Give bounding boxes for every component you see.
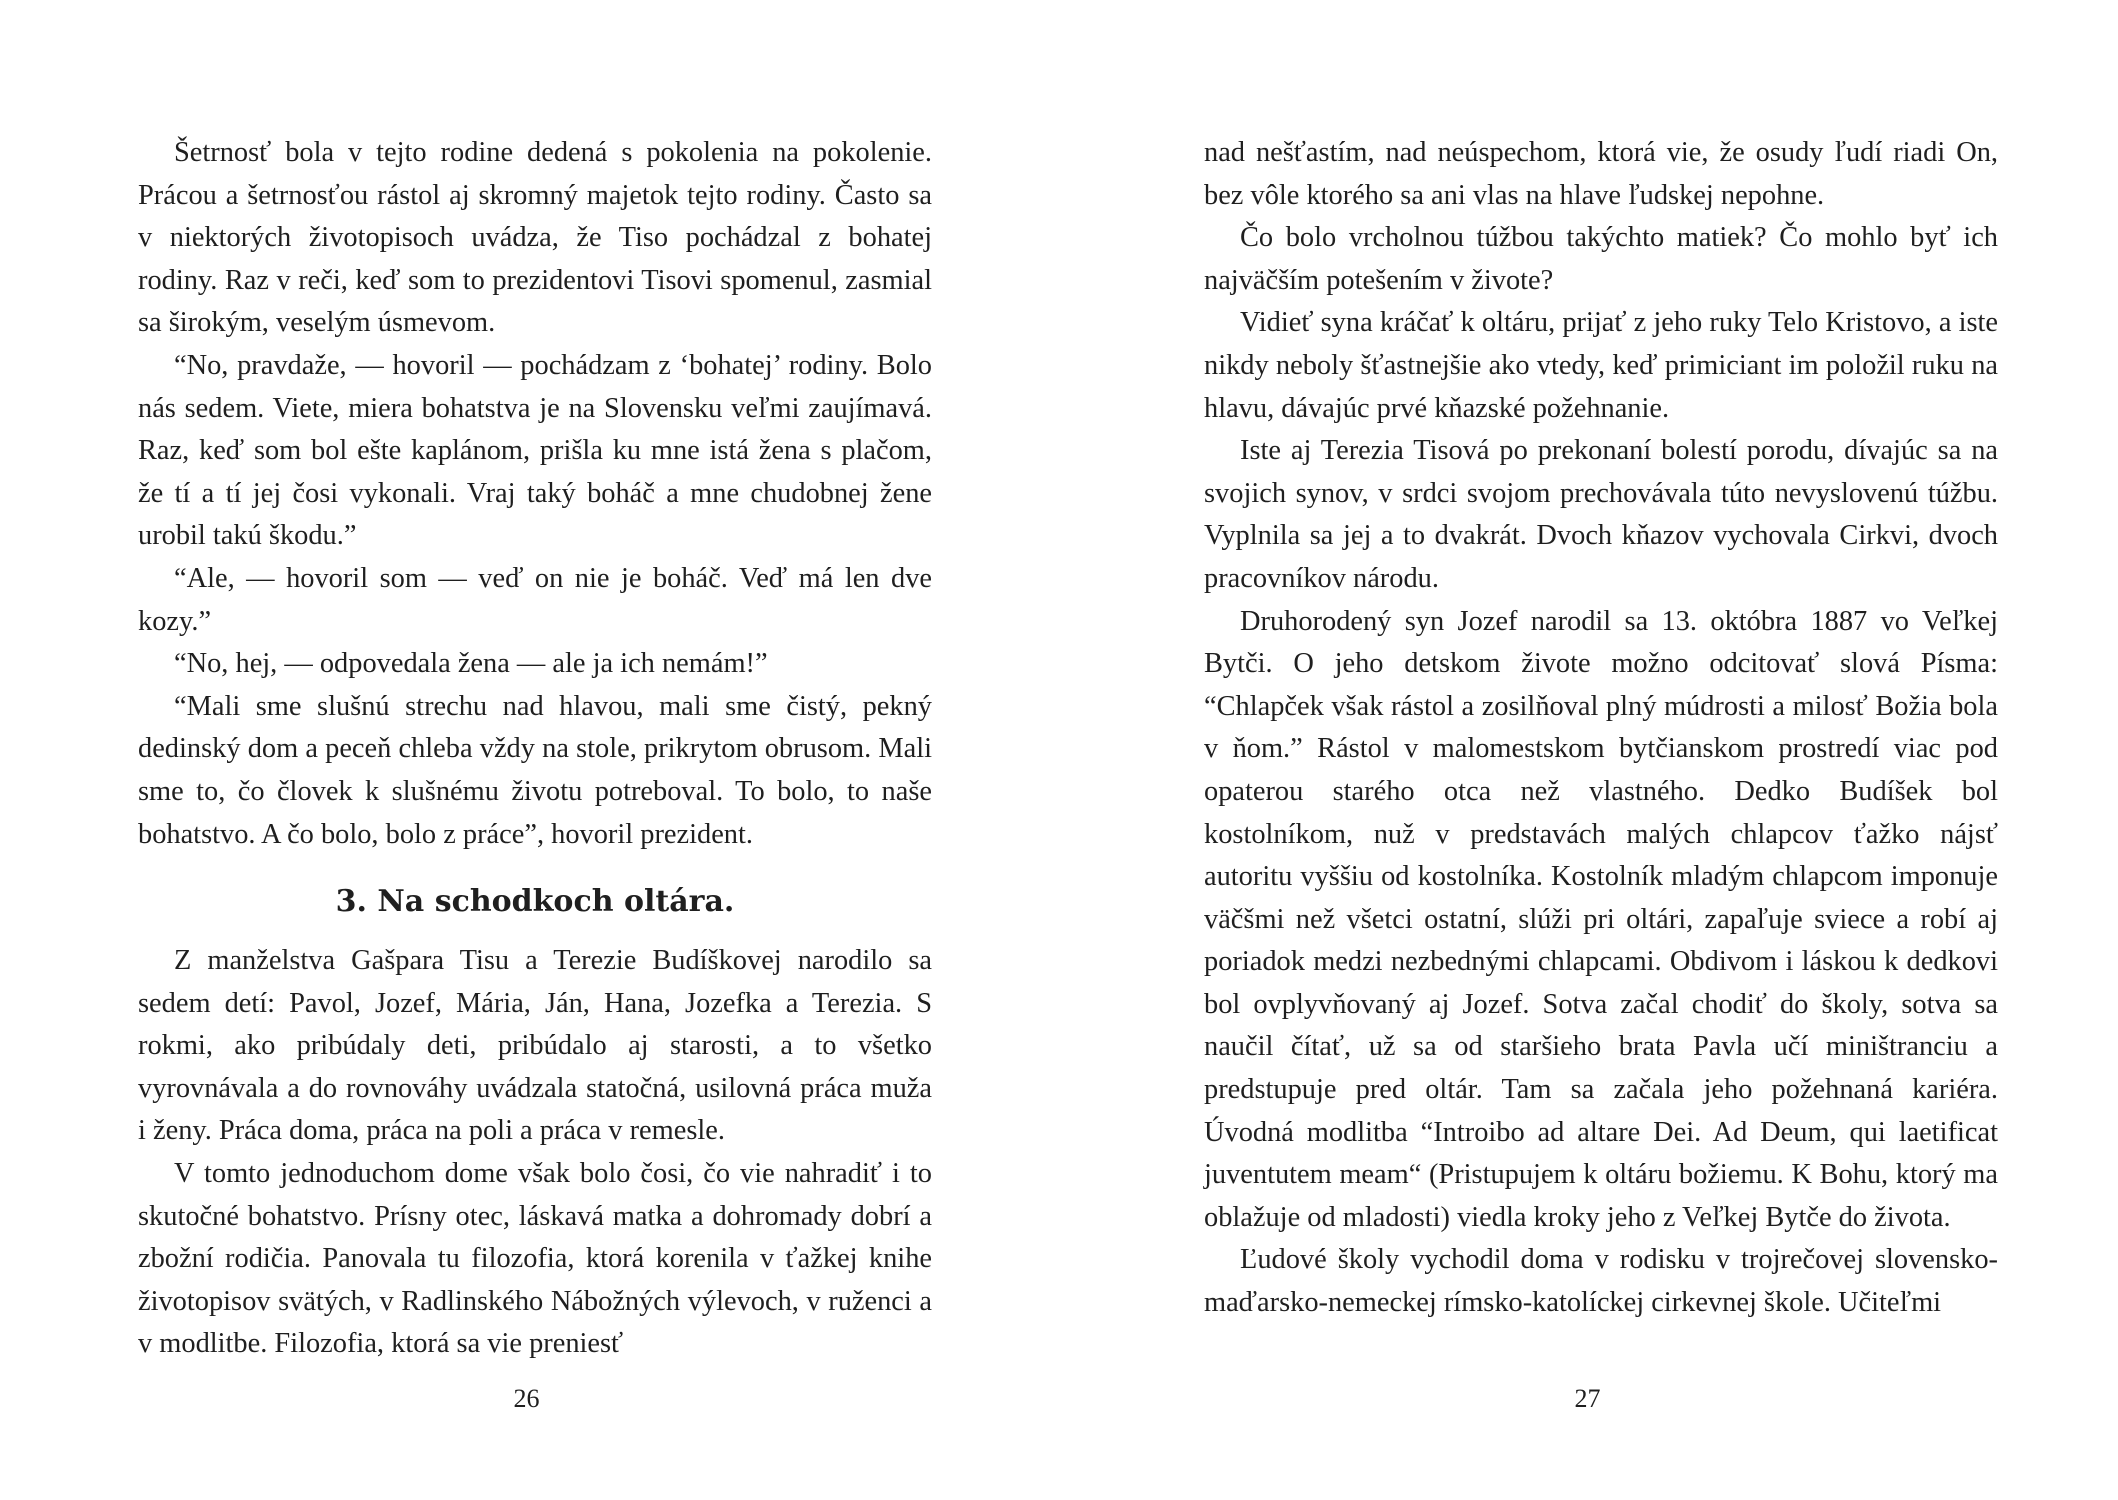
- paragraph: Druhorodený syn Jozef narodil sa 13. októbra 1887 vo Veľkej Bytči. O jeho detskom živote možno odcitovať slová Písma: “Chlapček však rástol a zosilňoval plný múdrosti a milosť Božia bola v ňom.” Rástol v malomestskom bytčianskom prostredí viac pod opaterou starého otca než vlastného. Dedko Budíšek bol kostolníkom, nuž v predstavách malých chlapcov ťažko nájsť autoritu vyššiu od kostolníka. Kostolník mladým chlapcom imponuje väčšmi než všetci ostatní, slúži pri oltári, zapaľuje sviece a robí aj poriadok medzi nezbednými chlapcami. Obdivom i láskou k dedkovi bol ovplyvňovaný aj Jozef. Sotva začal chodiť do školy, sotva sa naučil čítať, už sa od staršieho brata Pavla učí miništranciu a predstupuje pred oltár. Tam sa začala jeho požehnaná kariéra. Úvodná modlitba “Introibo ad altare Dei. Ad Deum, qui laetificat juventutem meam“ (Pristupujem k oltáru božiemu. K Bohu, ktorý ma oblažuje od mladosti) viedla kroky jeho z Veľkej Bytče do života.: [1204, 605, 1998, 1233]
- paragraph: “Mali sme slušnú strechu nad hlavou, mali sme čistý, pekný dedinský dom a peceň chleba vždy na stole, prikrytom obrusom. Mali sme to, čo človek k slušnému životu potreboval. To bolo, to naše bohatstvo. A čo bolo, bolo z práce”, hovoril prezident.: [138, 690, 932, 850]
- right-page-text: [1204, 132, 1998, 1325]
- paragraph: V tomto jednoduchom dome však bolo čosi, čo vie nahradiť i to skutočné bohatstvo. Prísny otec, láskavá matka a dohromady dobrí a zbožní rodičia. Panovala tu filozofia, ktorá korenila v ťažkej knihe životopisov svätých, v Radlinského Nábožných výlevoch, v ruženci a v modlitbe. Filozofia, ktorá sa vie preniesť: [138, 1158, 932, 1360]
- paragraph: Z manželstva Gašpara Tisu a Terezie Budíškovej narodilo sa sedem detí: Pavol, Jozef, Mária, Ján, Hana, Jozefka a Terezia. S rokmi, ako pribúdaly deti, pribúdalo aj starosti, a to všetko vyrovnávala a do rovnováhy uvádzala statočná, usilovná práca muža i ženy. Práca doma, práca na poli a práca v remesle.: [138, 945, 932, 1147]
- paragraph: “No, hej, — odpovedala žena — ale ja ich nemám!”: [174, 648, 768, 680]
- left-page-text: [138, 132, 932, 1366]
- paragraph: Iste aj Terezia Tisová po prekonaní bolestí porodu, dívajúc sa na svojich synov, v srdci svojom prechovávala túto nevyslovenú túžbu. Vyplnila sa jej a to dvakrát. Dvoch kňazov vychovala Cirkvi, dvoch pracovníkov národu.: [1204, 435, 1998, 594]
- page-number: 27: [1574, 1384, 1601, 1413]
- right-page: [1059, 0, 2118, 1500]
- paragraph: “No, pravdaže, — hovoril — pochádzam z ‘bohatej’ rodiny. Bolo nás sedem. Viete, miera bohatstva je na Slovensku veľmi zaujímavá. Raz, keď som bol ešte kaplánom, prišla ku mne istá žena s plačom, že tí a tí jej čosi vykonali. Vraj taký boháč a mne chudobnej žene urobil takú škodu.”: [138, 349, 932, 552]
- paragraph: “Ale, — hovoril som — veď on nie je boháč. Veď má len dve kozy.”: [138, 562, 932, 637]
- page-number: 26: [513, 1384, 540, 1413]
- paragraph: Vidieť syna kráčať k oltáru, prijať z jeho ruky Telo Kristovo, a iste nikdy neboly šťastnejšie ako vtedy, keď primiciant im položil ruku na hlavu, dávajúc prvé kňazské požehnanie.: [1204, 307, 1998, 424]
- paragraph: nad nešťastím, nad neúspechom, ktorá vie, že osudy ľudí riadi On, bez vôle ktorého sa ani vlas na hlave ľudskej nepohne.: [1204, 137, 1998, 211]
- paragraph: Čo bolo vrcholnou túžbou takýchto matiek? Čo mohlo byť ich najväčším potešením v živote?: [1204, 222, 1998, 296]
- paragraph: Ľudové školy vychodil doma v rodisku v trojrečovej slovensko-maďarsko-nemeckej rímsko-katolíckej cirkevnej škole. Učiteľmi: [1204, 1244, 1998, 1319]
- paragraph: Šetrnosť bola v tejto rodine dedená s pokolenia na pokolenie. Prácou a šetrnosťou rástol aj skromný majetok tejto rodiny. Často sa v niektorých životopisoch uvádza, že Tiso pochádzal z bohatej rodiny. Raz v reči, keď som to prezidentovi Tisovi spomenul, zasmial sa širokým, veselým úsmevom.: [138, 137, 932, 339]
- chapter-heading: 3. Na schodkoch oltára.: [335, 884, 735, 920]
